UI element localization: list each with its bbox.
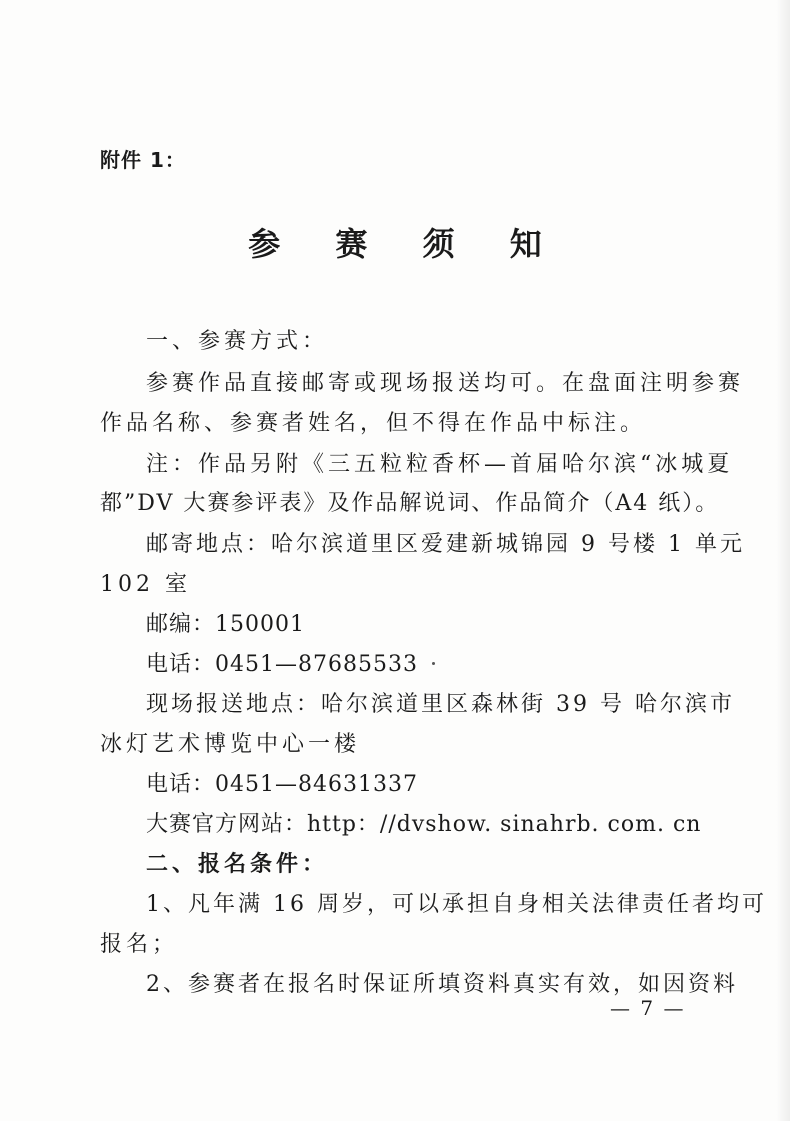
mail-address-line-2: 102 室 [100,572,191,597]
attachment-label: 附件 1： [100,148,186,172]
paragraph-submission-line-2: 作品名称、参赛者姓名，但不得在作品中标注。 [100,411,647,436]
condition-1-line-2: 报名； [100,932,179,957]
postcode-text: 邮编：150001 [146,612,305,637]
scan-speck [432,662,435,665]
note-line-1: 注：作品另附《三五粒粒香杯—首届哈尔滨“冰城夏 [146,452,734,477]
onsite-address-line-2: 冰灯艺术博览中心一楼 [100,732,361,757]
onsite-phone-text: 电话：0451—84631337 [146,772,418,797]
mail-phone-text: 电话：0451—87685533 [146,652,418,677]
page-edge-shadow [776,0,790,1121]
mail-address-line-1: 邮寄地点：哈尔滨道里区爱建新城锦园 9 号楼 1 单元 [146,532,745,557]
note-line-2: 都”DV 大赛参评表》及作品解说词、作品简介（A4 纸）。 [100,491,720,516]
page-number: — 7 — [610,996,686,1020]
document-title: 参 赛 须 知 [248,225,564,263]
condition-1-line-1: 1、凡年满 16 周岁，可以承担自身相关法律责任者均可 [146,892,767,917]
official-website-text: 大赛官方网站：http：//dvshow. sinahrb. com. cn [146,812,702,837]
onsite-address-line-1: 现场报送地点：哈尔滨道里区森林街 39 号 哈尔滨市 [146,692,735,717]
paragraph-submission-line-1: 参赛作品直接邮寄或现场报送均可。在盘面注明参赛 [146,371,745,396]
condition-2-line-1: 2、参赛者在报名时保证所填资料真实有效，如因资料 [146,972,738,997]
section-heading-participation-method: 一、参赛方式： [146,329,329,354]
section-heading-eligibility: 二、报名条件： [146,852,329,877]
